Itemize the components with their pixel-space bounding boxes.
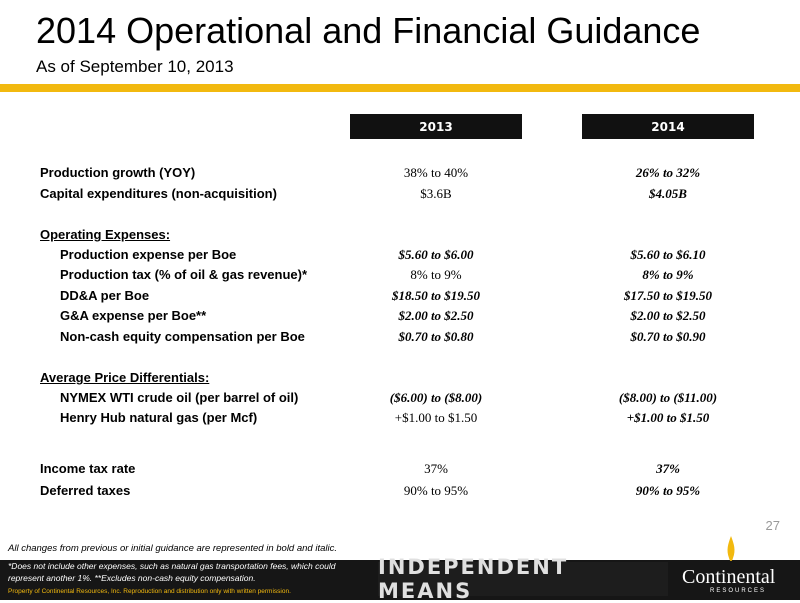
value-2014: $4.05B [649, 186, 687, 201]
page-subtitle: As of September 10, 2013 [36, 57, 234, 76]
table-row [0, 388, 800, 408]
value-2014: $2.00 to $2.50 [630, 308, 706, 323]
value-2013: 37% [424, 461, 448, 476]
value-2014: 37% [656, 461, 680, 476]
table-row [0, 408, 800, 428]
section-label: Operating Expenses: [40, 227, 171, 242]
table-row [0, 184, 800, 204]
table-row [0, 306, 800, 326]
property-notice: Property of Continental Resources, Inc. Reproduction and distribution only with written permission. [8, 588, 291, 595]
row-label: Deferred taxes [40, 483, 131, 498]
tagline-banner: INDEPENDENT MEANS [378, 562, 668, 596]
value-2013: $18.50 to $19.50 [391, 288, 481, 303]
company-logo-wordmark: Continental [682, 566, 776, 588]
row-label: G&A expense per Boe** [60, 308, 207, 323]
value-2013: $3.6B [420, 186, 452, 201]
row-label: Production growth (YOY) [40, 165, 196, 180]
table-row [0, 286, 800, 306]
value-2013: $2.00 to $2.50 [398, 308, 474, 323]
changes-note: All changes from previous or initial guidance are represented in bold and italic. [8, 543, 337, 554]
row-label: Production expense per Boe [60, 247, 237, 262]
row-label: NYMEX WTI crude oil (per barrel of oil) [60, 390, 299, 405]
value-2014: $5.60 to $6.10 [630, 247, 706, 262]
value-2014: $0.70 to $0.90 [630, 329, 706, 344]
row-label: Capital expenditures (non-acquisition) [40, 186, 277, 201]
section-header [0, 368, 800, 388]
column-header-2014: 2014 [582, 114, 754, 139]
value-2014: +$1.00 to $1.50 [626, 410, 710, 425]
value-2014: ($8.00) to ($11.00) [618, 390, 718, 405]
table-row [0, 481, 800, 501]
value-2013: +$1.00 to $1.50 [394, 410, 478, 425]
value-2014: 26% to 32% [635, 165, 701, 180]
page-number: 27 [765, 518, 780, 533]
value-2014: 90% to 95% [635, 483, 701, 498]
accent-bar [0, 84, 800, 92]
value-2013: 8% to 9% [410, 267, 462, 282]
row-label: Henry Hub natural gas (per Mcf) [60, 410, 258, 425]
footnote: *Does not include other expenses, such as natural gas transportation fees, which could represent another 1%. **Excludes non-cash equity compensation. [8, 561, 336, 583]
table-row [0, 459, 800, 479]
column-header-2013: 2013 [350, 114, 522, 139]
value-2013: $5.60 to $6.00 [398, 247, 474, 262]
value-2013: 90% to 95% [403, 483, 469, 498]
company-logo-subtext: RESOURCES [710, 588, 767, 594]
row-label: Non-cash equity compensation per Boe [60, 329, 305, 344]
value-2013: 38% to 40% [403, 165, 469, 180]
row-label: Income tax rate [40, 461, 136, 476]
row-label: Production tax (% of oil & gas revenue)* [60, 267, 308, 282]
flame-logo-icon [726, 536, 736, 566]
table-row [0, 327, 800, 347]
table-row [0, 265, 800, 285]
page-title: 2014 Operational and Financial Guidance [36, 10, 701, 51]
value-2013: $0.70 to $0.80 [398, 329, 474, 344]
value-2014: $17.50 to $19.50 [623, 288, 713, 303]
value-2013: ($6.00) to ($8.00) [389, 390, 483, 405]
section-header [0, 225, 800, 245]
table-row [0, 245, 800, 265]
row-label: DD&A per Boe [60, 288, 150, 303]
value-2014: 8% to 9% [642, 267, 694, 282]
section-label: Average Price Differentials: [40, 370, 210, 385]
table-row [0, 163, 800, 183]
